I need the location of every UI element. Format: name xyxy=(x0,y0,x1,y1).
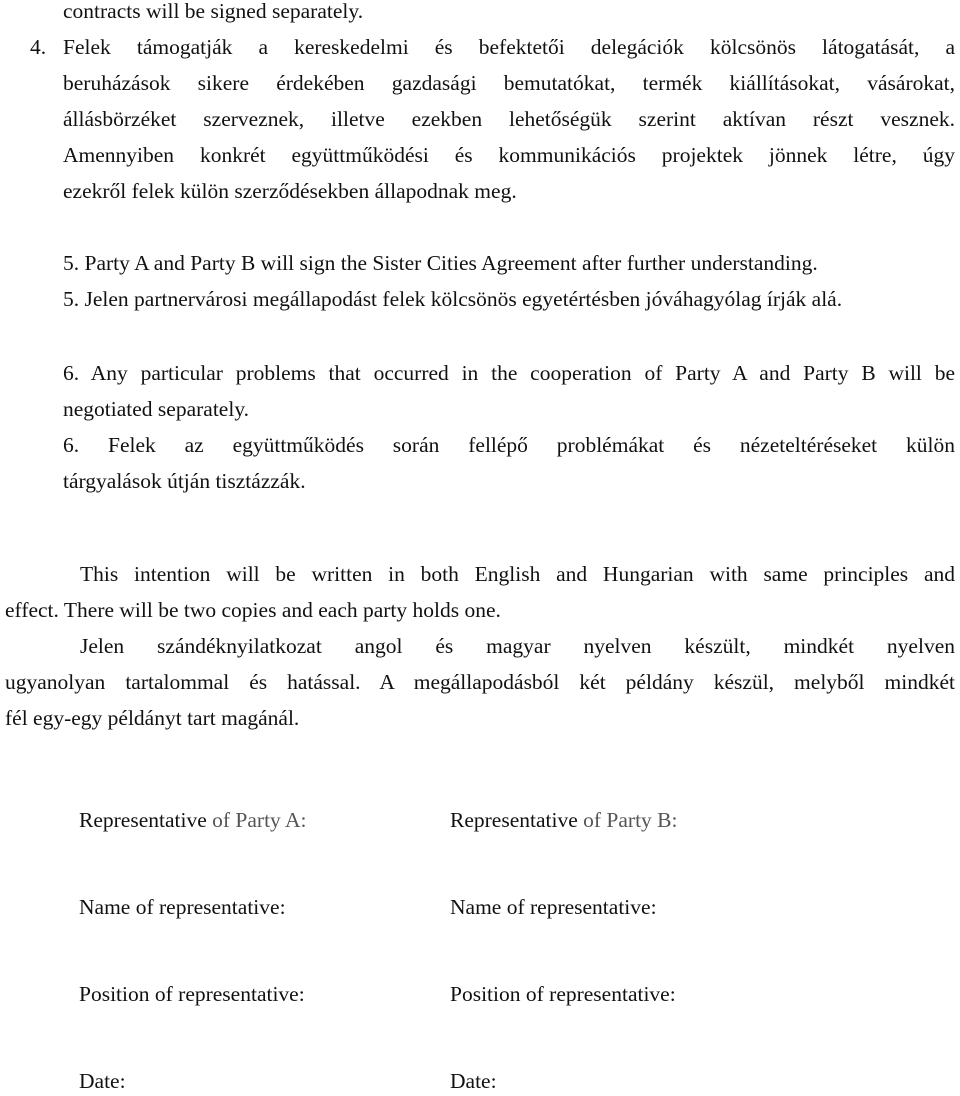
clause-4-line: Felek támogatják a kereskedelmi és befektetői delegációk kölcsönös látogatását, a xyxy=(63,35,955,59)
party-b-name-label: Name of representative: xyxy=(450,895,657,919)
clause-5-hungarian xyxy=(63,281,955,317)
clause-6-english-line: 6. Any particular problems that occurred in the cooperation of Party A and Party B will be xyxy=(63,361,955,385)
clause-5-hungarian-text: 5. Jelen partnervárosi megállapodást felek kölcsönös egyetértésben jóváhagyólag írják alá. xyxy=(63,287,843,311)
party-b-position-label: Position of representative: xyxy=(450,982,676,1006)
clause-4-body xyxy=(63,29,955,209)
clause-4-line: beruházások sikere érdekében gazdasági bemutatókat, termék kiállításokat, vásárokat, xyxy=(63,71,955,95)
clause-4-line: ezekről felek külön szerződésekben állapodnak meg. xyxy=(63,179,517,203)
clause-5-english xyxy=(63,245,955,281)
clause-4-line: állásbörzéket szerveznek, illetve ezekben lehetőségük szerint aktívan részt vesznek. xyxy=(63,107,955,131)
clause-6-hungarian-line: 6. Felek az együttműködés során fellépő problémákat és nézeteltéréseket külön xyxy=(63,433,955,457)
clause-6-hungarian-line: tárgyalások útján tisztázzák. xyxy=(63,469,306,493)
party-a-name-label: Name of representative: xyxy=(79,895,286,919)
party-a-rep-suffix: of Party A: xyxy=(206,808,307,832)
party-a-representative-label xyxy=(79,805,307,835)
clause-6-english xyxy=(63,355,955,427)
clause-6-hungarian xyxy=(63,427,955,499)
closing-hungarian xyxy=(5,628,955,736)
previous-clause-fragment xyxy=(63,0,955,29)
clause-4-line: Amennyiben konkrét együttműködési és kommunikációs projektek jönnek létre, úgy xyxy=(63,143,955,167)
fragment-text: contracts will be signed separately. xyxy=(63,0,364,23)
clause-6-english-line: negotiated separately. xyxy=(63,397,250,421)
party-b-representative-label xyxy=(450,805,678,835)
closing-hungarian-line: ugyanolyan tartalommal és hatással. A megállapodásból két példány készül, melyből mindkét xyxy=(5,670,955,694)
party-a-position-label: Position of representative: xyxy=(79,982,305,1006)
closing-hungarian-line: Jelen szándéknyilatkozat angol és magyar nyelven készült, mindkét nyelven xyxy=(80,634,955,658)
party-b-rep-prefix: Representative xyxy=(450,808,578,832)
closing-hungarian-line: fél egy-egy példányt tart magánál. xyxy=(5,706,300,730)
party-b-date-label: Date: xyxy=(450,1069,497,1093)
party-a-date-label: Date: xyxy=(79,1069,126,1093)
clause-4-number: 4. xyxy=(30,35,47,59)
closing-english-line: This intention will be written in both English and Hungarian with same principles and xyxy=(80,562,955,586)
clause-5-english-text: 5. Party A and Party B will sign the Sister Cities Agreement after further understanding. xyxy=(63,251,818,275)
party-a-rep-prefix: Representative xyxy=(79,808,207,832)
closing-english-line: effect. There will be two copies and each party holds one. xyxy=(5,598,501,622)
party-b-rep-suffix: of Party B: xyxy=(577,808,678,832)
closing-english xyxy=(5,556,955,628)
